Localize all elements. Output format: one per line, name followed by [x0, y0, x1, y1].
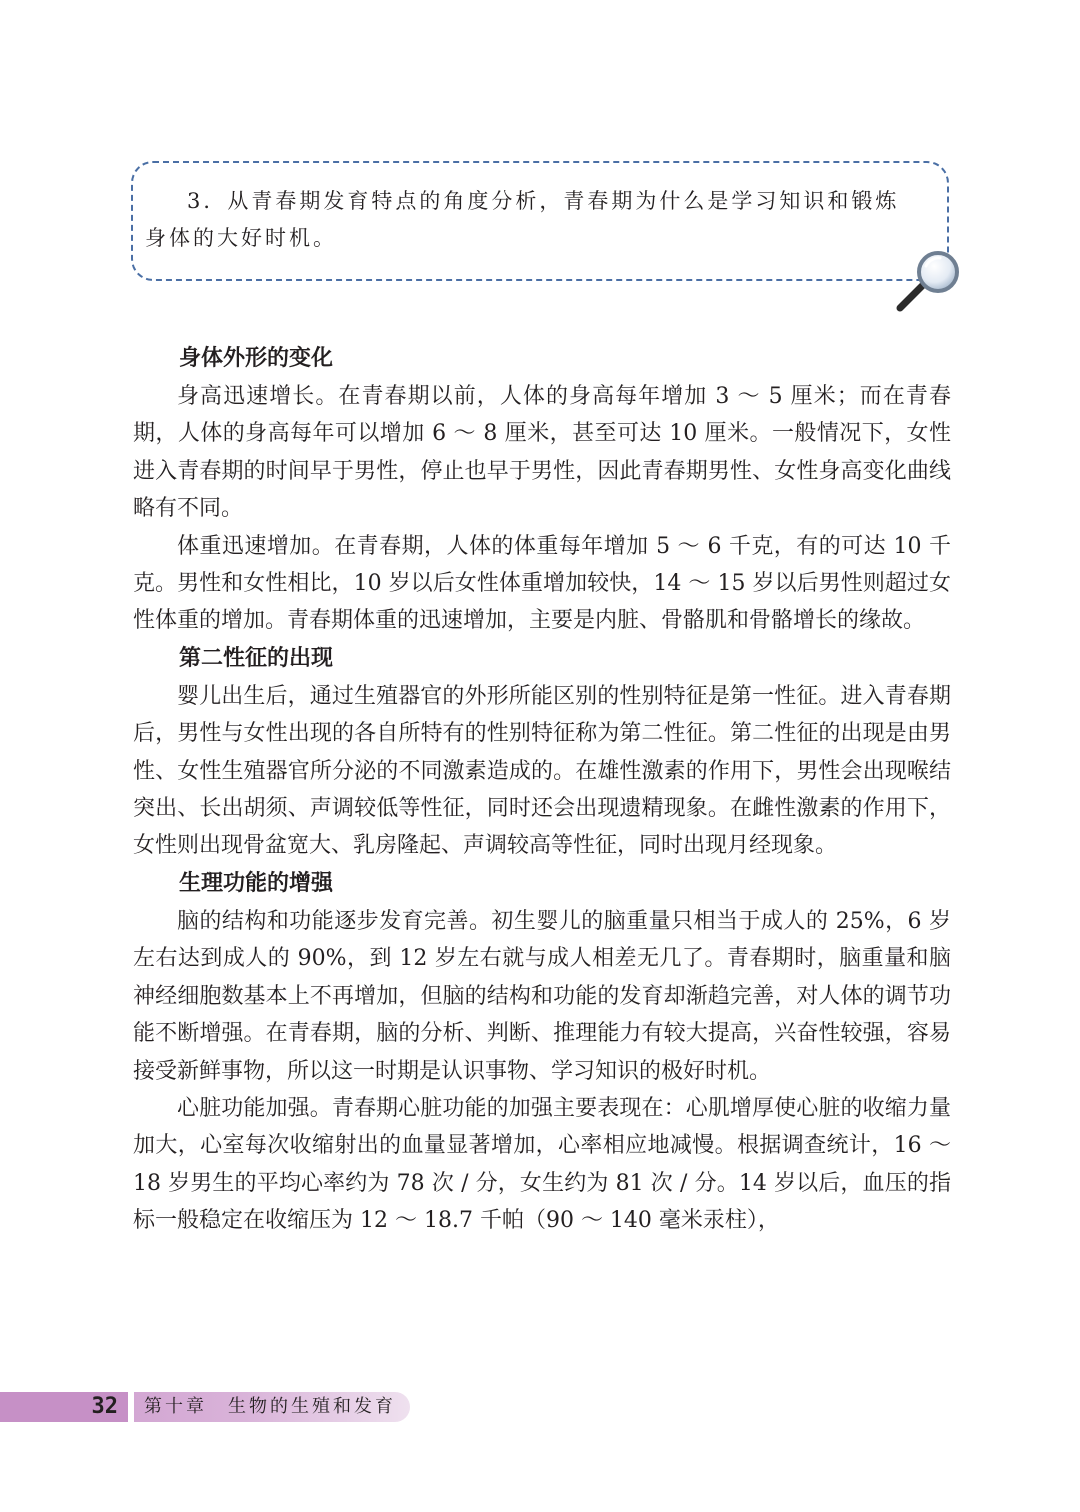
footer-separator — [128, 1392, 134, 1422]
paragraph-weight-growth: 体重迅速增加。在青春期，人体的体重每年增加 5 ～ 6 千克，有的可达 10 千克。男性和女性相比，10 岁以后女性体重增加较快，14 ～ 15 岁以后男性则超过女性体重的增加。青春期体重的迅速增加，主要是内脏、骨骼肌和骨骼增长的缘故。 — [133, 533, 951, 634]
thinking-question-box — [131, 161, 949, 281]
paragraph-brain: 脑的结构和功能逐步发育完善。初生婴儿的脑重量只相当于成人的 25%，6 岁左右达到成人的 90%，到 12 岁左右就与成人相差无几了。青春期时，脑重量和脑神经细胞数基本上不再增加，但脑的结构和功能的发育却渐趋完善，对人体的调节功能不断增强。在青春期，脑的分析、判断、推理能力有较大提高，兴奋性较强，容易接受新鲜事物，所以这一时期是认识事物、学习知识的极好时机。 — [133, 908, 951, 1084]
section-heading-secondary-sex: 第二性征的出现 — [179, 645, 334, 671]
page-number: 32 — [0, 1392, 128, 1422]
magnifying-glass-icon — [888, 248, 964, 318]
section-heading-body-shape: 身体外形的变化 — [179, 346, 334, 371]
chapter-label: 第十章 生物的生殖和发育 — [144, 1396, 396, 1417]
paragraph-height-growth: 身高迅速增长。在青春期以前，人体的身高每年增加 3 ～ 5 厘米；而在青春期，人体的身高每年可以增加 6 ～ 8 厘米，甚至可达 10 厘米。一般情况下，女性进入青春期的时间早于男性，停止也早于男性，因此青春期男性、女性身高变化曲线略有不同。 — [133, 384, 951, 522]
paragraph-secondary-sex: 婴儿出生后，通过生殖器官的外形所能区别的性别特征是第一性征。进入青春期后，男性与女性出现的各自所特有的性别特征称为第二性征。第二性征的出现是由男性、女性生殖器官所分泌的不同激素造成的。在雄性激素的作用下，男性会出现喉结突出、长出胡须、声调较低等性征，同时还会出现遗精现象。在雌性激素的作用下，女性则出现骨盆宽大、乳房隆起、声调较高等性征，同时出现月经现象。 — [133, 683, 951, 859]
section-heading-physiology: 生理功能的增强 — [179, 870, 334, 896]
thinking-question-text: 3．从青春期发育特点的角度分析，青春期为什么是学习知识和锻炼身体的大好时机。 — [145, 189, 900, 250]
main-content — [133, 340, 951, 1240]
paragraph-heart: 心脏功能加强。青春期心脏功能的加强主要表现在：心肌增厚使心脏的收缩力量加大，心室每次收缩射出的血量显著增加，心率相应地减慢。根据调查统计，16 ～ 18 岁男生的平均心率约为 78 次 / 分，女生约为 81 次 / 分。14 岁以后，血压的指标一般稳定在收缩压为 12 ～ 18.7 千帕（90 ～ 140 毫米汞柱）， — [133, 1095, 951, 1234]
